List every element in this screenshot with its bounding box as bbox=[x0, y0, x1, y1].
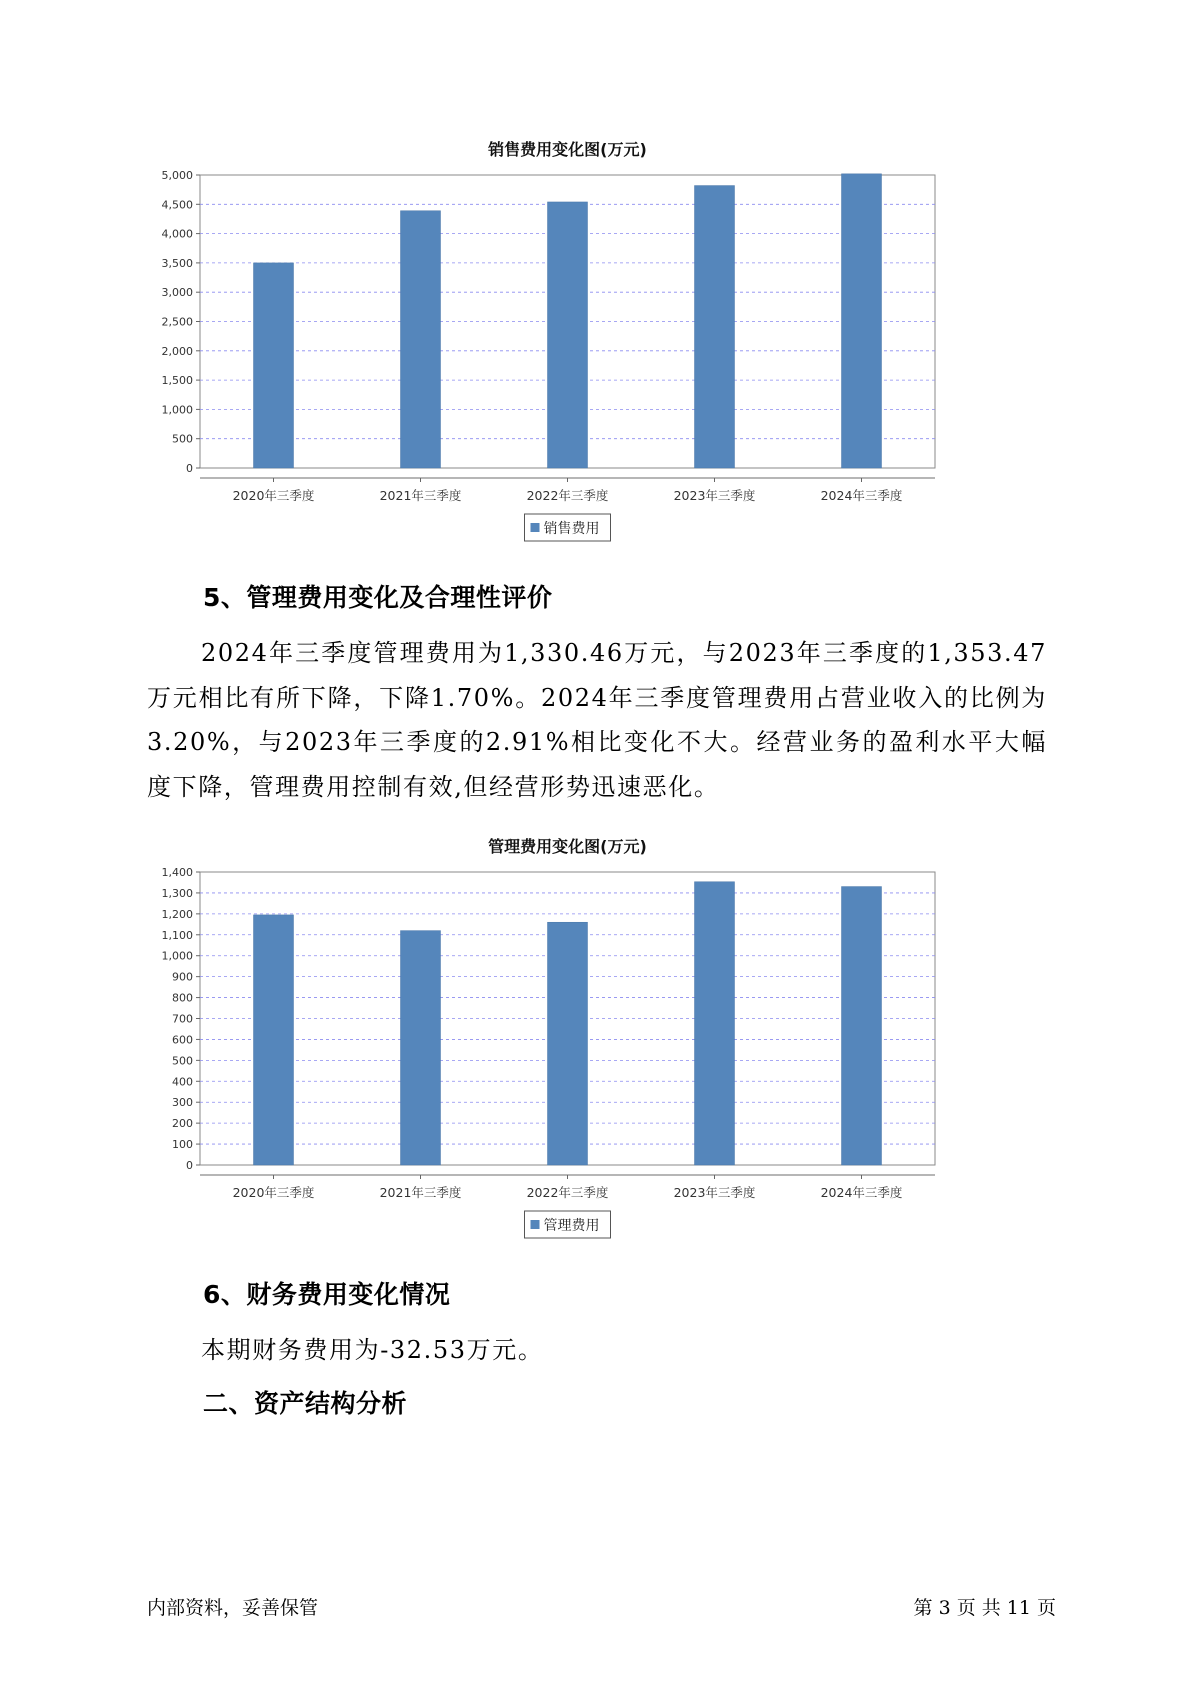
chart0-y-tick-label: 2,500 bbox=[161, 315, 193, 329]
chart1-y-tick-label: 0 bbox=[186, 1159, 193, 1172]
chart0-legend-swatch bbox=[531, 523, 540, 532]
chart0-x-tick-label: 2022年三季度 bbox=[526, 488, 609, 503]
chart1-x-tick-label: 2022年三季度 bbox=[526, 1185, 609, 1200]
footer-confidential-note: 内部资料，妥善保管 bbox=[147, 1597, 319, 1619]
chart1-x-tick-label: 2021年三季度 bbox=[379, 1185, 462, 1200]
chart1-x-tick-label: 2020年三季度 bbox=[232, 1185, 315, 1200]
footer-page-number: 第 3 页 共 11 页 bbox=[913, 1597, 1056, 1619]
section-5-paragraph: 2024年三季度管理费用为1,330.46万元，与2023年三季度的1,353.47万元相比有所下降，下降1.70%。2024年三季度管理费用占营业收入的比例为3.20%，与2023年三季度的2.91%相比变化不大。经营业务的盈利水平大幅度下降，管理费用控制有效,但经营形势迅速恶化。 bbox=[147, 639, 1047, 801]
chart1-legend-swatch bbox=[531, 1220, 540, 1229]
chart1-y-tick-label: 600 bbox=[172, 1033, 193, 1047]
chart1-legend bbox=[525, 1211, 611, 1238]
chart1-bar bbox=[548, 922, 588, 1165]
chart1-x-tick-label: 2024年三季度 bbox=[820, 1185, 903, 1200]
chart1-y-tick-label: 200 bbox=[172, 1117, 193, 1131]
chart0-bar bbox=[548, 202, 588, 468]
sales-expense-chart-svg bbox=[150, 125, 1020, 555]
chart0-bar bbox=[842, 174, 882, 468]
chart0-bar bbox=[254, 263, 294, 468]
chart1-legend-label: 管理费用 bbox=[543, 1218, 600, 1234]
chart1-y-tick-label: 400 bbox=[172, 1075, 193, 1089]
chart0-x-tick-label: 2020年三季度 bbox=[232, 488, 315, 503]
chart1-y-tick-label: 900 bbox=[172, 970, 193, 984]
chart0-legend bbox=[525, 514, 611, 541]
chart1-y-tick-label: 1,400 bbox=[161, 866, 193, 879]
chart1-y-tick-label: 700 bbox=[172, 1012, 193, 1026]
admin-expense-chart-svg bbox=[150, 822, 1020, 1252]
chart1-x-tick-label: 2023年三季度 bbox=[673, 1185, 756, 1200]
chart0-x-tick-label: 2023年三季度 bbox=[673, 488, 756, 503]
chart0-y-tick-label: 5,000 bbox=[161, 169, 193, 182]
chart0-y-tick-label: 4,000 bbox=[161, 227, 193, 241]
chart0-y-tick-label: 3,500 bbox=[161, 256, 193, 270]
chart1-y-tick-label: 800 bbox=[172, 991, 193, 1005]
chart0-x-tick-label: 2024年三季度 bbox=[820, 488, 903, 503]
section-5-heading: 5、管理费用变化及合理性评价 bbox=[203, 583, 553, 612]
chart0-y-tick-label: 4,500 bbox=[161, 198, 193, 212]
section-6-paragraph: 本期财务费用为-32.53万元。 bbox=[201, 1336, 544, 1364]
chart1-y-tick-label: 1,100 bbox=[161, 928, 193, 942]
chart1-bar bbox=[695, 882, 735, 1165]
chart1-y-tick-label: 1,000 bbox=[161, 949, 193, 963]
chart1-bar bbox=[401, 931, 441, 1165]
chart0-x-tick-label: 2021年三季度 bbox=[379, 488, 462, 503]
chart1-y-tick-label: 500 bbox=[172, 1054, 193, 1068]
chart0-y-tick-label: 2,000 bbox=[161, 344, 193, 358]
chart0-y-tick-label: 1,500 bbox=[161, 374, 193, 388]
chart1-y-tick-label: 100 bbox=[172, 1138, 193, 1152]
chart0-bar bbox=[695, 186, 735, 468]
chart0-y-tick-label: 1,000 bbox=[161, 403, 193, 417]
admin-expense-chart bbox=[150, 822, 1020, 1252]
chart1-y-tick-label: 1,300 bbox=[161, 886, 193, 900]
chart0-bar bbox=[401, 211, 441, 468]
section-6-heading: 6、财务费用变化情况 bbox=[203, 1280, 451, 1309]
chart1-bar bbox=[842, 887, 882, 1165]
chart1-y-tick-label: 300 bbox=[172, 1096, 193, 1110]
chart1-y-tick-label: 1,200 bbox=[161, 907, 193, 921]
chart0-y-tick-label: 0 bbox=[186, 462, 193, 475]
chart1-title: 管理费用变化图(万元) bbox=[488, 837, 647, 856]
chart0-y-tick-label: 500 bbox=[172, 432, 193, 446]
chart1-bar bbox=[254, 915, 294, 1165]
chart0-title: 销售费用变化图(万元) bbox=[488, 140, 647, 159]
chart0-legend-label: 销售费用 bbox=[543, 521, 600, 537]
sales-expense-chart bbox=[150, 125, 1020, 555]
section-2-heading: 二、资产结构分析 bbox=[203, 1389, 408, 1418]
chart0-y-tick-label: 3,000 bbox=[161, 286, 193, 300]
